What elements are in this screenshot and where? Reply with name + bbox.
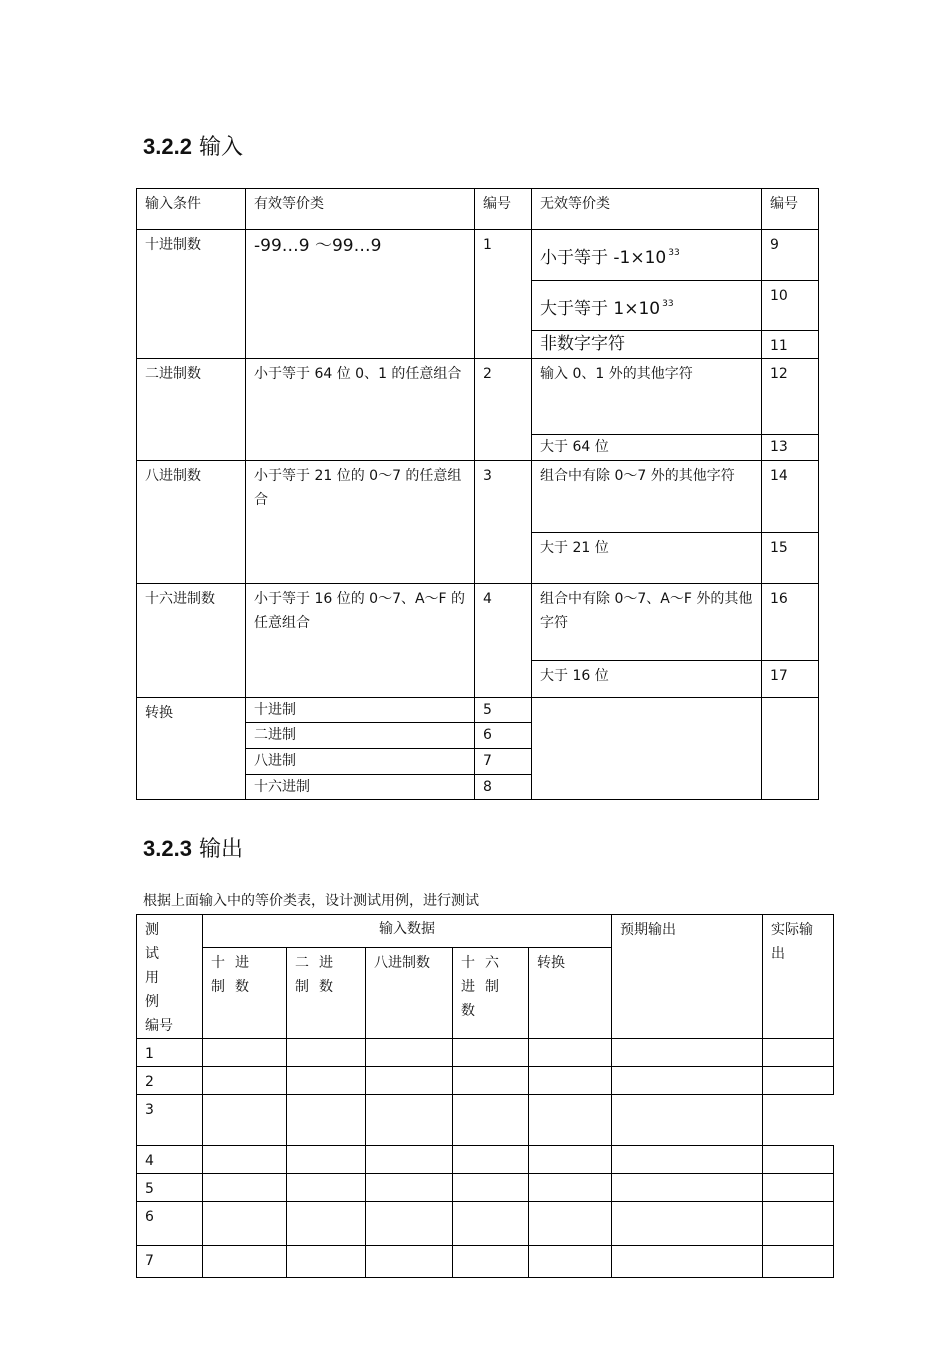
invalid-class-cell: 非数字字符 bbox=[532, 331, 762, 359]
case-id-cell: 2 bbox=[137, 1067, 203, 1095]
table-row bbox=[137, 584, 819, 661]
header-input-data: 输入数据 bbox=[203, 915, 612, 948]
table-row bbox=[137, 359, 819, 435]
cell bbox=[529, 1202, 612, 1246]
cell bbox=[453, 1095, 529, 1146]
empty-cell bbox=[762, 698, 819, 800]
cell bbox=[453, 1146, 529, 1174]
case-id-cell: 1 bbox=[137, 1039, 203, 1067]
invalid-no-cell: 14 bbox=[762, 461, 819, 533]
cell bbox=[612, 1067, 763, 1095]
convert-no-cell: 6 bbox=[475, 723, 532, 749]
valid-class-cell: 小于等于 16 位的 0～7、A～F 的任意组合 bbox=[246, 584, 475, 698]
cell bbox=[763, 1174, 834, 1202]
cell bbox=[529, 1095, 612, 1146]
condition-cell: 转换 bbox=[137, 698, 246, 800]
invalid-class-cell: 组合中有除 0～7、A～F 外的其他字符 bbox=[532, 584, 762, 661]
invalid-text: 大于等于 1×10 bbox=[540, 299, 661, 319]
header-convert: 转换 bbox=[529, 947, 612, 1039]
cell bbox=[763, 1246, 834, 1278]
header-hex: 十六进制数 bbox=[453, 947, 529, 1039]
invalid-no-cell: 9 bbox=[762, 230, 819, 281]
invalid-no-cell: 16 bbox=[762, 584, 819, 661]
valid-no-cell: 2 bbox=[475, 359, 532, 461]
convert-type-cell: 八进制 bbox=[246, 749, 475, 775]
cell bbox=[366, 1067, 453, 1095]
cell bbox=[529, 1067, 612, 1095]
cell bbox=[366, 1202, 453, 1246]
cell bbox=[287, 1067, 366, 1095]
invalid-no-cell: 11 bbox=[762, 331, 819, 359]
convert-no-cell: 8 bbox=[475, 775, 532, 800]
convert-type-cell: 二进制 bbox=[246, 723, 475, 749]
header-condition: 输入条件 bbox=[137, 189, 246, 230]
valid-class-cell: 小于等于 21 位的 0～7 的任意组合 bbox=[246, 461, 475, 584]
case-id-cell: 7 bbox=[137, 1246, 203, 1278]
convert-no-cell: 5 bbox=[475, 698, 532, 723]
cell bbox=[287, 1039, 366, 1067]
invalid-no-cell: 13 bbox=[762, 435, 819, 461]
cell bbox=[529, 1146, 612, 1174]
cell bbox=[529, 1174, 612, 1202]
cell bbox=[287, 1146, 366, 1174]
cell bbox=[529, 1246, 612, 1278]
case-id-line: 测 试 bbox=[145, 922, 167, 962]
invalid-class-cell: 大于 64 位 bbox=[532, 435, 762, 461]
cell bbox=[203, 1039, 287, 1067]
table-row bbox=[137, 1202, 834, 1246]
table-row bbox=[137, 230, 819, 281]
invalid-class-cell bbox=[532, 230, 762, 281]
empty-cell bbox=[532, 698, 762, 800]
cell bbox=[287, 1202, 366, 1246]
table-row bbox=[137, 1246, 834, 1278]
section-heading-input bbox=[143, 130, 243, 161]
convert-no-cell: 7 bbox=[475, 749, 532, 775]
valid-no-cell: 1 bbox=[475, 230, 532, 359]
condition-cell: 八进制数 bbox=[137, 461, 246, 584]
cell bbox=[366, 1146, 453, 1174]
cell bbox=[763, 1039, 834, 1067]
table-row bbox=[137, 1039, 834, 1067]
case-id-cell: 4 bbox=[137, 1146, 203, 1174]
test-case-table bbox=[136, 914, 834, 1278]
header-expected: 预期输出 bbox=[612, 915, 763, 1039]
cell bbox=[612, 1095, 763, 1146]
cell bbox=[366, 1174, 453, 1202]
header-invalid: 无效等价类 bbox=[532, 189, 762, 230]
invalid-no-cell: 12 bbox=[762, 359, 819, 435]
section-title: 输出 bbox=[198, 837, 243, 862]
header-actual: 实际输出 bbox=[763, 915, 834, 1039]
invalid-class-cell bbox=[532, 281, 762, 331]
cell bbox=[453, 1174, 529, 1202]
table-row bbox=[137, 1174, 834, 1202]
invalid-class-cell: 大于 16 位 bbox=[532, 661, 762, 698]
condition-cell: 十六进制数 bbox=[137, 584, 246, 698]
cell bbox=[612, 1246, 763, 1278]
cell bbox=[763, 1146, 834, 1174]
cell bbox=[287, 1095, 366, 1146]
section-number: 3.2.3 bbox=[143, 836, 192, 861]
condition-cell: 二进制数 bbox=[137, 359, 246, 461]
header-binary: 二进制数 bbox=[287, 947, 366, 1039]
table-header-row bbox=[137, 915, 834, 948]
invalid-class-cell: 大于 21 位 bbox=[532, 533, 762, 584]
input-equivalence-table bbox=[136, 188, 819, 800]
cell bbox=[453, 1067, 529, 1095]
table-row bbox=[137, 461, 819, 533]
section-number: 3.2.2 bbox=[143, 134, 192, 159]
cell bbox=[763, 1067, 834, 1095]
table-row bbox=[137, 1146, 834, 1174]
cell bbox=[287, 1246, 366, 1278]
cell bbox=[203, 1202, 287, 1246]
exponent: 33 bbox=[668, 248, 680, 258]
cell bbox=[763, 1202, 834, 1246]
cell bbox=[453, 1039, 529, 1067]
header-decimal: 十进制数 bbox=[203, 947, 287, 1039]
cell bbox=[366, 1246, 453, 1278]
cell bbox=[612, 1039, 763, 1067]
invalid-no-cell: 10 bbox=[762, 281, 819, 331]
invalid-text: 小于等于 -1×10 bbox=[540, 248, 667, 268]
invalid-class-cell: 输入 0、1 外的其他字符 bbox=[532, 359, 762, 435]
section-title: 输入 bbox=[198, 135, 243, 160]
table-row bbox=[137, 698, 819, 723]
table-row bbox=[137, 1095, 834, 1146]
valid-class-cell: -99…9 ～99…9 bbox=[246, 230, 475, 359]
cell bbox=[203, 1067, 287, 1095]
output-note: 根据上面输入中的等价类表，设计测试用例，进行测试 bbox=[143, 893, 479, 909]
valid-no-cell: 3 bbox=[475, 461, 532, 584]
header-octal: 八进制数 bbox=[366, 947, 453, 1039]
case-id-cell: 3 bbox=[137, 1095, 203, 1146]
cell bbox=[287, 1174, 366, 1202]
convert-type-cell: 十六进制 bbox=[246, 775, 475, 800]
cell bbox=[366, 1095, 453, 1146]
cell bbox=[203, 1146, 287, 1174]
convert-type-cell: 十进制 bbox=[246, 698, 475, 723]
case-id-cell: 5 bbox=[137, 1174, 203, 1202]
cell bbox=[612, 1202, 763, 1246]
header-invalid-no: 编号 bbox=[762, 189, 819, 230]
header-valid: 有效等价类 bbox=[246, 189, 475, 230]
cell bbox=[366, 1039, 453, 1067]
case-id-cell: 6 bbox=[137, 1202, 203, 1246]
section-heading-output bbox=[143, 832, 243, 863]
case-id-line: 用 例 bbox=[145, 970, 167, 1010]
case-id-line: 编号 bbox=[145, 1018, 173, 1034]
exponent: 33 bbox=[662, 299, 674, 309]
valid-no-cell: 4 bbox=[475, 584, 532, 698]
cell bbox=[763, 1095, 834, 1146]
table-row bbox=[137, 1067, 834, 1095]
cell bbox=[612, 1146, 763, 1174]
cell bbox=[203, 1095, 287, 1146]
cell bbox=[612, 1174, 763, 1202]
invalid-class-cell: 组合中有除 0～7 外的其他字符 bbox=[532, 461, 762, 533]
cell bbox=[203, 1174, 287, 1202]
cell bbox=[203, 1246, 287, 1278]
cell bbox=[529, 1039, 612, 1067]
header-valid-no: 编号 bbox=[475, 189, 532, 230]
condition-cell: 十进制数 bbox=[137, 230, 246, 359]
cell bbox=[453, 1202, 529, 1246]
invalid-no-cell: 17 bbox=[762, 661, 819, 698]
table-header-row bbox=[137, 189, 819, 230]
header-case-id bbox=[137, 915, 203, 1039]
valid-class-cell: 小于等于 64 位 0、1 的任意组合 bbox=[246, 359, 475, 461]
invalid-no-cell: 15 bbox=[762, 533, 819, 584]
cell bbox=[453, 1246, 529, 1278]
